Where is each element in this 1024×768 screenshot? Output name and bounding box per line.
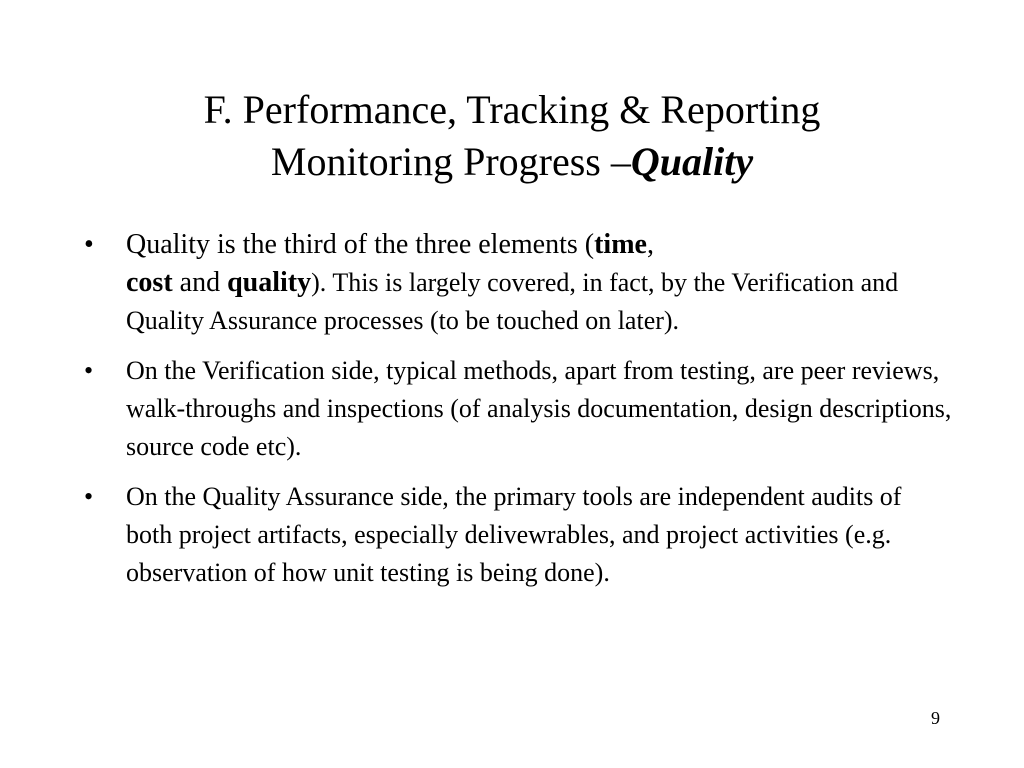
bullet-1-part-1: Quality is the third of the three elements ( [126,229,595,260]
bullet-list [84,226,954,592]
slide-title [60,84,964,188]
bullet-marker: • [84,482,94,511]
bullet-item [84,352,954,466]
title-emphasis: Quality [630,139,754,184]
bullet-1-bold-time: time [594,229,647,260]
bullet-1-bold-quality: quality [227,267,312,298]
bullet-item [84,226,954,340]
title-line-2-prefix: Monitoring Progress – [270,139,631,184]
bullet-2-text: On the Verification side, typical methods, apart from testing, are peer reviews, walk-throughs and inspections (of analysis documentation, design descriptions, source code etc). [126,356,952,461]
bullet-1-text [126,229,898,336]
bullet-marker: • [84,229,94,260]
bullet-1-part-4: ). This is largely covered, in fact, by the Verification and Quality Assurance processes (to be touched on later). [126,268,899,335]
bullet-3-text: On the Quality Assurance side, the primary tools are independent audits of both project artifacts, especially delivewrables, and project activities (e.g. observation of how unit testing is being done). [126,482,902,587]
page-number: 9 [931,708,940,728]
title-line-1: F. Performance, Tracking & Reporting [203,87,821,132]
title-line-2 [60,136,964,188]
bullet-marker: • [84,356,94,385]
bullet-item [84,478,954,592]
bullet-1-part-3: and [172,267,228,298]
bullet-1-bold-cost: cost [126,267,173,298]
bullet-1-part-2: , [646,229,654,260]
